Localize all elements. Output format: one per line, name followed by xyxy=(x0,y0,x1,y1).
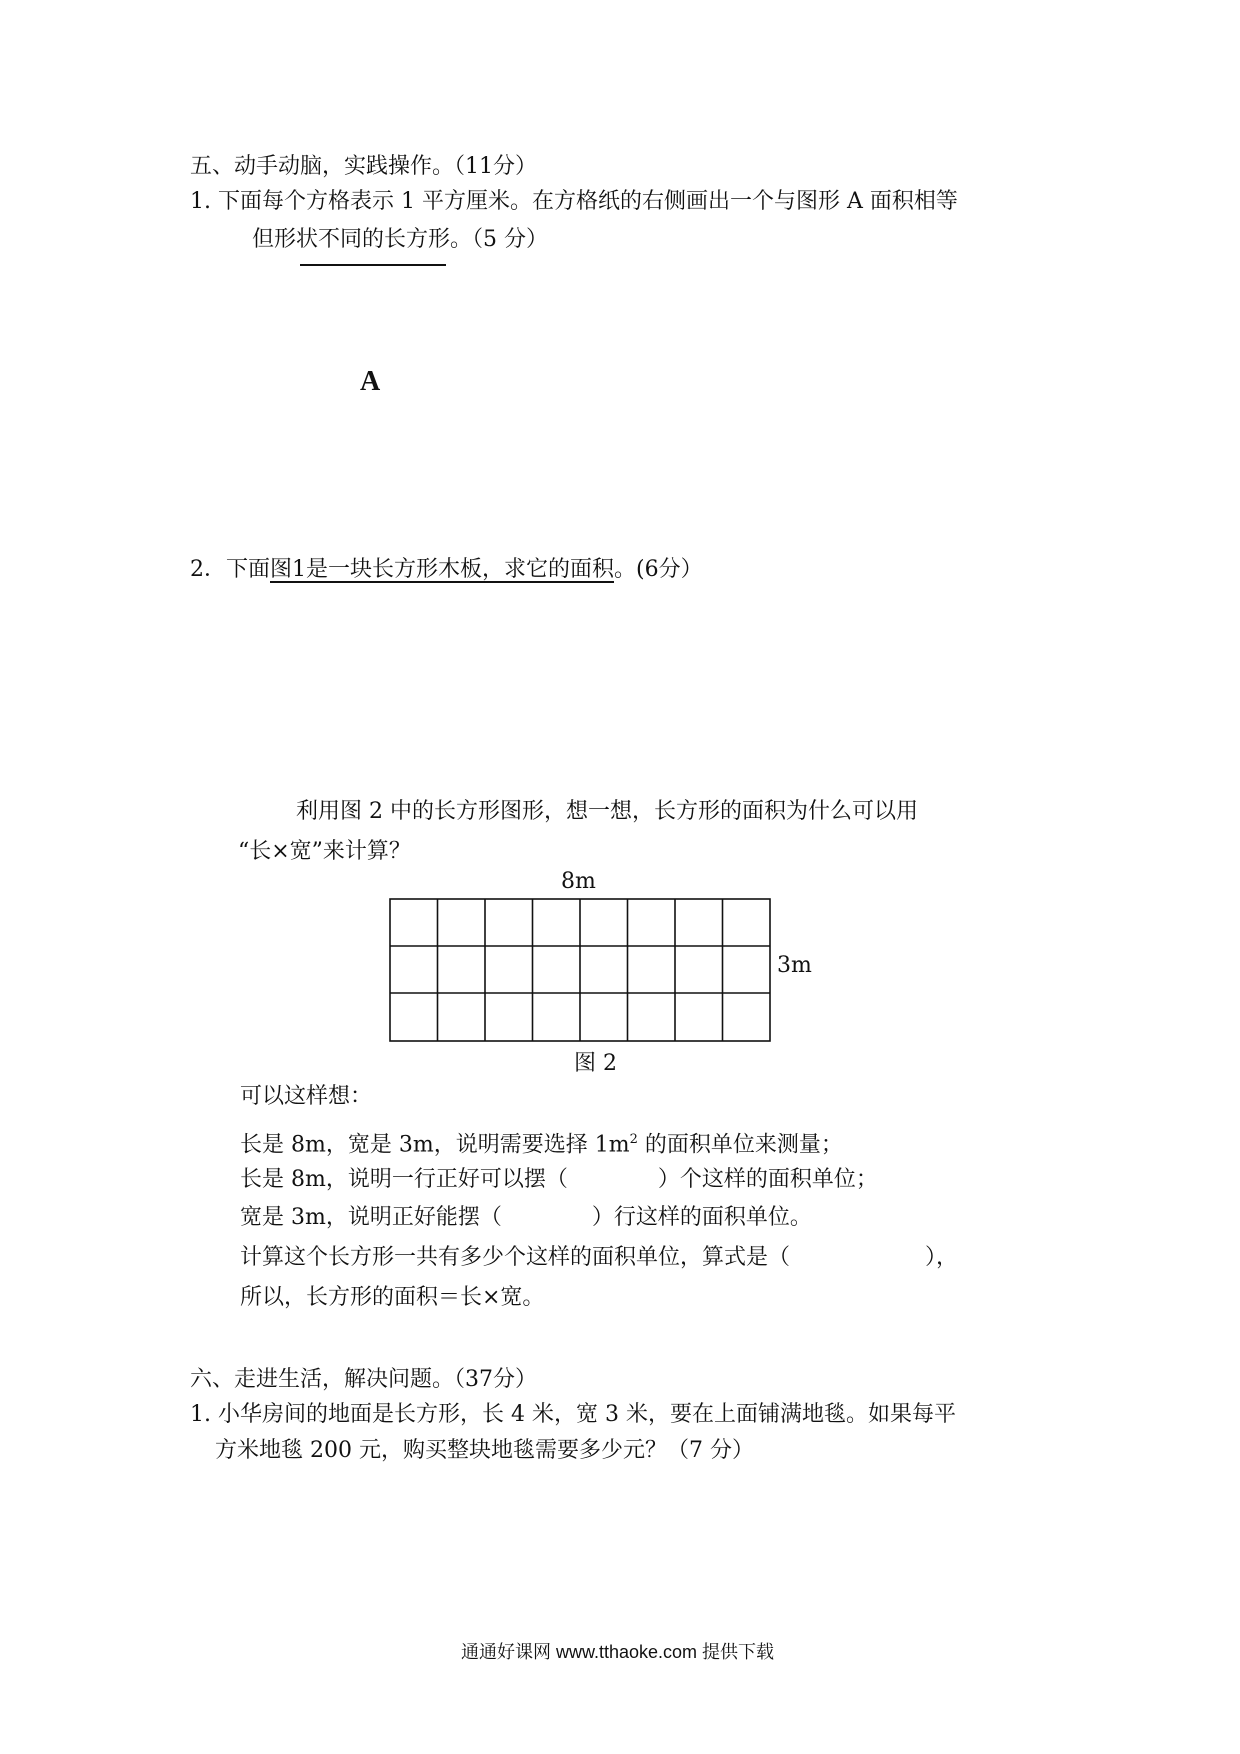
q2-suffix: 。(6分） xyxy=(614,557,703,582)
unit-superscript: 2 xyxy=(629,1132,638,1147)
figure2-caption: 图 2 xyxy=(574,1051,617,1076)
figure2-side-label: 3m xyxy=(777,953,812,978)
q1-line2: 但形状不同的长方形。（5 分） xyxy=(252,227,548,252)
s6-q1-line2: 方米地毯 200 元，购买整块地毯需要多少元？（7 分） xyxy=(215,1438,754,1463)
reasoning-2a: 长是 8m，说明一行正好可以摆（ xyxy=(240,1167,568,1192)
reasoning-line-4 xyxy=(240,1243,958,1273)
q2-underlined-text: 图1是一块长方形木板，求它的面积 xyxy=(270,557,614,582)
reasoning-line-2 xyxy=(240,1165,878,1195)
reasoning-3a: 宽是 3m，说明正好能摆（ xyxy=(240,1205,502,1230)
reasoning-line-1 xyxy=(240,1125,843,1160)
fig2-intro-line1: 利用图 2 中的长方形图形，想一想，长方形的面积为什么可以用 xyxy=(296,799,918,824)
s6-q1-line1: 1. 小华房间的地面是长方形，长 4 米，宽 3 米，要在上面铺满地毯。如果每平 xyxy=(190,1402,956,1427)
reasoning-4a: 计算这个长方形一共有多少个这样的面积单位，算式是（ xyxy=(240,1245,791,1270)
fig2-intro-line2: “长×宽”来计算？ xyxy=(238,839,411,864)
reasoning-4b: ）， xyxy=(925,1245,959,1270)
q2-line xyxy=(190,555,703,585)
reasoning-2b: ）个这样的面积单位； xyxy=(657,1167,878,1192)
reasoning-line-5: 所以，长方形的面积＝长×宽。 xyxy=(240,1285,545,1310)
reasoning-1a: 长是 8m，宽是 3m，说明需要选择 1m xyxy=(240,1132,630,1158)
figure2-top-label: 8m xyxy=(561,869,596,894)
q1-underline xyxy=(300,264,446,266)
grid-lines xyxy=(390,899,770,1041)
figure-a-label: A xyxy=(360,366,381,397)
reasoning-line-3 xyxy=(240,1203,812,1233)
section6-heading: 六、走进生活，解决问题。（37分） xyxy=(190,1367,537,1392)
q2-prefix: 2．下面 xyxy=(190,557,270,582)
section5-heading: 五、动手动脑，实践操作。（11分） xyxy=(190,154,537,179)
reasoning-1b: 的面积单位来测量； xyxy=(637,1132,843,1158)
reasoning-3b: ）行这样的面积单位。 xyxy=(591,1205,812,1230)
think-heading: 可以这样想： xyxy=(240,1084,373,1109)
figure2-grid xyxy=(389,898,771,1042)
footer-text: 通通好课网 www.tthaoke.com 提供下载 xyxy=(461,1642,775,1662)
q1-line1: 1. 下面每个方格表示 1 平方厘米。在方格纸的右侧画出一个与图形 A 面积相等 xyxy=(190,189,958,214)
